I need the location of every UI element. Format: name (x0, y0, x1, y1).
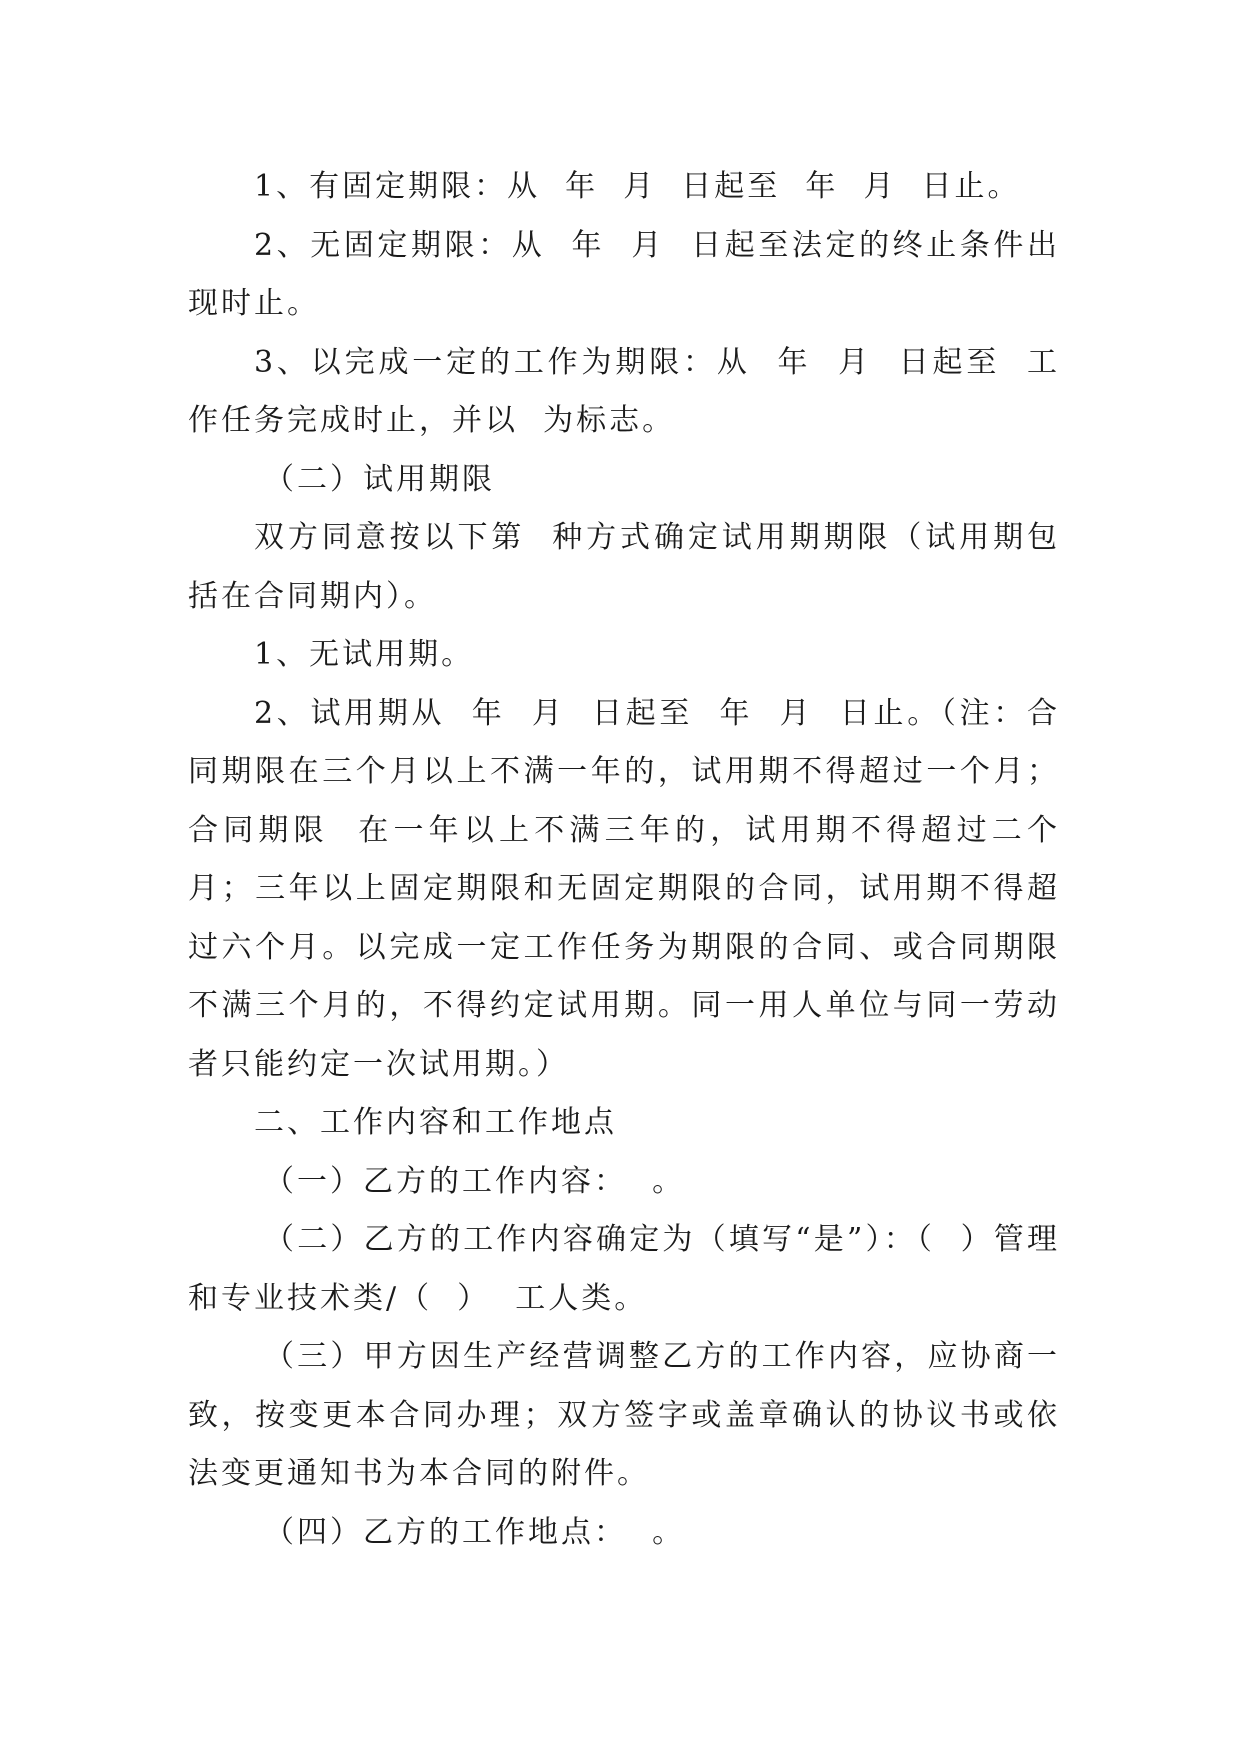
section-heading-work-content-location: 二、工作内容和工作地点 (254, 1105, 617, 1140)
no-probation-clause: 1、无试用期。 (254, 637, 475, 672)
probation-heading: （二）试用期限 (264, 461, 495, 497)
work-content-clause: （一）乙方的工作内容： 。 (264, 1163, 686, 1199)
work-location-clause: （四）乙方的工作地点： 。 (264, 1514, 686, 1550)
probation-period-clause: 2、试用期从 年 月 日起至 年 月 日止。（注：合同期限在三个月以上不满一年的，试用期不得超过一个月；合同期限 在一年以上不满三年的，试用期不得超过二个月；三年以上固定期限和无固定期限的合同，试用期不得超过六个月。以完成一定工作任务为期限的合同、或合同期限不满三个月的，不得约定试用期。同一用人单位与同一劳动者只能约定一次试用期。） (188, 695, 1060, 1082)
work-content-change-clause: （三）甲方因生产经营调整乙方的工作内容，应协商一致，按变更本合同办理；双方签字或盖章确认的协议书或依法变更通知书为本合同的附件。 (188, 1339, 1060, 1491)
task-based-term-clause: 3、以完成一定的工作为期限：从 年 月 日起至 工作任务完成时止，并以 为标志。 (188, 344, 1060, 438)
fixed-term-clause: 1、有固定期限：从 年 月 日起至 年 月 日止。 (254, 169, 1021, 204)
work-category-clause: （二）乙方的工作内容确定为（填写“是”）：（ ）管理和专业技术类/（ ） 工人类。 (188, 1222, 1060, 1316)
probation-method-clause: 双方同意按以下第 种方式确定试用期期限（试用期包括在合同期内）。 (188, 520, 1060, 614)
open-ended-term-clause: 2、无固定期限：从 年 月 日起至法定的终止条件出现时止。 (188, 227, 1060, 321)
document-body (188, 158, 1060, 1562)
